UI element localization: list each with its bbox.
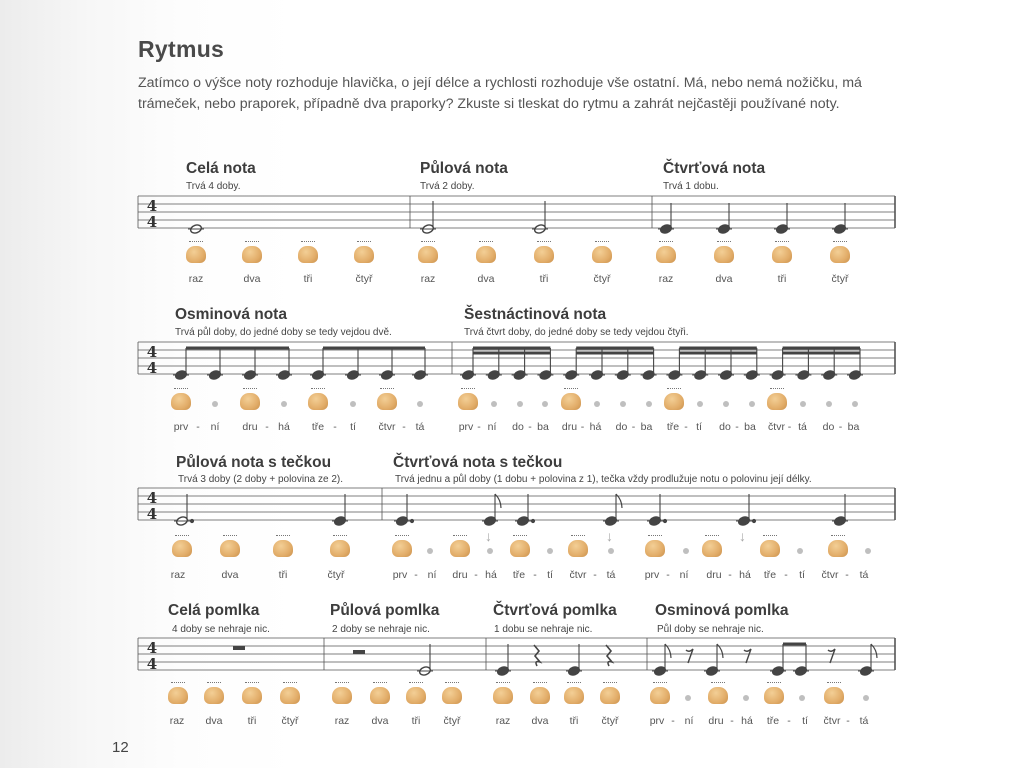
count-syllable: tři xyxy=(303,273,313,285)
hand-icon xyxy=(273,540,293,557)
down-arrow-icon: ↓ xyxy=(739,528,746,544)
hand-icon xyxy=(377,393,397,410)
hand-icon xyxy=(592,246,612,263)
hand-icon xyxy=(645,540,665,557)
hand-icon xyxy=(354,246,374,263)
count-syllable: dva xyxy=(243,273,261,285)
count-syllable: raz xyxy=(420,273,436,285)
count-syllable: - xyxy=(402,421,406,433)
count-syllable: - xyxy=(787,421,792,433)
hand-icon xyxy=(568,540,588,557)
section-desc-dotted-half: Trvá 3 doby (2 doby + polovina ze 2). xyxy=(178,474,343,485)
count-syllable: ba xyxy=(537,421,549,433)
clapping-hands-icon xyxy=(353,246,375,265)
count-syllable: - xyxy=(845,569,849,581)
count-syllable: dru xyxy=(706,569,722,581)
clapping-hands-icon xyxy=(827,540,849,559)
hand-icon xyxy=(714,246,734,263)
hand-icon xyxy=(600,687,620,704)
hand-icon xyxy=(171,393,191,410)
hand-icon xyxy=(650,687,670,704)
half-rest xyxy=(353,650,365,654)
count-syllable: prv xyxy=(392,569,408,581)
rest-beat-dot xyxy=(491,401,497,407)
rest-beat-dot xyxy=(417,401,423,407)
clapping-hands-icon xyxy=(766,393,788,412)
count-syllable: há xyxy=(741,715,753,727)
rest-beat-dot xyxy=(683,548,689,554)
hand-icon xyxy=(664,393,684,410)
clapping-hands-icon xyxy=(297,246,319,265)
clapping-hands-icon xyxy=(307,393,329,412)
hand-icon xyxy=(760,540,780,557)
count-syllable: tí xyxy=(799,569,805,581)
count-syllable: tři xyxy=(278,569,288,581)
clapping-hands-icon xyxy=(185,246,207,265)
count-syllable: há xyxy=(278,421,290,433)
hand-icon xyxy=(242,246,262,263)
clapping-hands-icon xyxy=(644,540,666,559)
count-syllable: čtyř xyxy=(355,273,373,285)
count-syllable: - xyxy=(735,421,739,433)
hand-icon xyxy=(476,246,496,263)
count-syllable: tá xyxy=(798,421,807,433)
count-syllable: tře xyxy=(763,569,777,581)
count-syllable: tá xyxy=(415,421,425,433)
clapping-hands-icon xyxy=(331,687,353,706)
count-syllable: - xyxy=(730,715,734,727)
count-syllable: - xyxy=(533,569,537,581)
count-syllable: - xyxy=(787,715,791,727)
section-desc-sixteenth-note: Trvá čtvrt doby, do jedné doby se tedy vejdou čtyři. xyxy=(464,327,689,338)
clapping-hands-icon xyxy=(272,540,294,559)
section-desc-quarter-note: Trvá 1 dobu. xyxy=(663,181,719,192)
down-arrow-icon: ↓ xyxy=(485,528,492,544)
count-syllable: raz xyxy=(658,273,674,285)
count-syllable: dva xyxy=(715,273,733,285)
rest-beat-dot xyxy=(608,548,614,554)
count-syllable: čtyř xyxy=(281,715,299,727)
hand-icon xyxy=(764,687,784,704)
augmentation-dot xyxy=(531,519,534,522)
hand-icon xyxy=(370,687,390,704)
clapping-hands-icon xyxy=(563,687,585,706)
hand-icon xyxy=(828,540,848,557)
hand-icon xyxy=(332,687,352,704)
augmentation-dot xyxy=(190,519,193,522)
hand-icon xyxy=(240,393,260,410)
quarter-rest xyxy=(534,645,540,666)
count-syllable: tře xyxy=(512,569,526,581)
count-syllable: dru xyxy=(452,569,468,581)
hand-icon xyxy=(406,687,426,704)
count-syllable: dva xyxy=(477,273,495,285)
hand-icon xyxy=(220,540,240,557)
rest-beat-dot xyxy=(594,401,600,407)
count-syllable: do xyxy=(512,421,524,433)
eighth-rest xyxy=(686,649,693,663)
clapping-hands-icon xyxy=(533,246,555,265)
count-syllable: ba xyxy=(640,421,653,433)
section-title-eighth-note: Osminová nota xyxy=(175,306,287,323)
quarter-rest xyxy=(606,645,612,666)
count-syllable: raz xyxy=(188,273,204,285)
section-title-half-note: Půlová nota xyxy=(420,160,508,177)
rest-beat-dot xyxy=(350,401,356,407)
count-syllable: há xyxy=(589,421,602,433)
count-syllable: raz xyxy=(169,715,185,727)
count-syllable: tá xyxy=(606,569,616,581)
count-syllable: tá xyxy=(859,715,869,727)
hand-icon xyxy=(830,246,850,263)
count-syllable: tře xyxy=(666,421,680,433)
time-signature-top: 4 xyxy=(146,639,158,657)
count-syllable: - xyxy=(477,421,481,433)
hand-icon xyxy=(656,246,676,263)
count-syllable: raz xyxy=(495,715,511,727)
rest-beat-dot xyxy=(749,401,755,407)
count-syllable: raz xyxy=(170,569,186,581)
section-title-half-rest: Půlová pomlka xyxy=(330,602,440,619)
section-desc-dotted-quarter: Trvá jednu a půl doby (1 dobu + polovina z 1), tečka vždy prodlužuje notu o polovinu její délky. xyxy=(395,474,812,485)
count-syllable: tí xyxy=(802,715,808,727)
time-signature-top: 4 xyxy=(146,343,158,361)
count-syllable: ní xyxy=(487,421,497,433)
count-syllable: do xyxy=(719,421,731,433)
rest-beat-dot xyxy=(799,695,805,701)
count-syllable: dru xyxy=(561,421,578,433)
clapping-hands-icon xyxy=(376,393,398,412)
rest-beat-dot xyxy=(685,695,691,701)
section-title-quarter-note: Čtvrťová nota xyxy=(663,160,766,177)
clapping-hands-icon xyxy=(171,540,193,559)
clapping-hands-icon xyxy=(405,687,427,706)
clapping-hands-icon xyxy=(449,540,471,559)
hand-icon xyxy=(493,687,513,704)
count-syllable: do xyxy=(822,421,835,433)
count-syllable: - xyxy=(684,421,688,433)
clapping-hands-icon xyxy=(649,687,671,706)
section-title-whole-rest: Celá pomlka xyxy=(168,602,260,619)
count-syllable: dru xyxy=(708,715,724,727)
clapping-hands-icon xyxy=(713,246,735,265)
clapping-hands-icon xyxy=(241,246,263,265)
count-syllable: ní xyxy=(210,421,220,433)
count-syllable: há xyxy=(485,569,497,581)
count-syllable: raz xyxy=(334,715,350,727)
hand-icon xyxy=(418,246,438,263)
hand-icon xyxy=(186,246,206,263)
count-syllable: - xyxy=(333,421,337,433)
hand-icon xyxy=(772,246,792,263)
clapping-hands-icon xyxy=(391,540,413,559)
clapping-hands-icon xyxy=(241,687,263,706)
count-syllable: prv xyxy=(649,715,665,727)
time-signature-top: 4 xyxy=(146,489,158,507)
clapping-hands-icon xyxy=(475,246,497,265)
rest-beat-dot xyxy=(865,548,871,554)
rest-beat-dot xyxy=(487,548,493,554)
clapping-hands-icon xyxy=(279,687,301,706)
count-syllable: ní xyxy=(679,569,689,581)
count-syllable: ba xyxy=(847,421,860,433)
whole-rest xyxy=(233,646,245,650)
hand-icon xyxy=(767,393,787,410)
count-syllable: - xyxy=(846,715,850,727)
rest-beat-dot xyxy=(517,401,523,407)
clapping-hands-icon xyxy=(771,246,793,265)
section-desc-whole-note: Trvá 4 doby. xyxy=(186,181,241,192)
count-syllable: - xyxy=(671,715,675,727)
section-title-quarter-rest: Čtvrťová pomlka xyxy=(493,602,617,619)
count-syllable: dva xyxy=(205,715,223,727)
augmentation-dot xyxy=(410,519,413,522)
count-syllable: há xyxy=(739,569,751,581)
hand-icon xyxy=(204,687,224,704)
count-syllable: čtyř xyxy=(443,715,461,727)
rest-beat-dot xyxy=(212,401,218,407)
rest-beat-dot xyxy=(863,695,869,701)
clapping-hands-icon xyxy=(441,687,463,706)
count-syllable: ní xyxy=(684,715,694,727)
count-syllable: - xyxy=(728,569,732,581)
page-title: Rytmus xyxy=(138,36,225,62)
clapping-hands-icon xyxy=(829,246,851,265)
hand-icon xyxy=(330,540,350,557)
hand-icon xyxy=(298,246,318,263)
count-syllable: ní xyxy=(427,569,437,581)
time-signature-bottom: 4 xyxy=(146,505,158,523)
rest-beat-dot xyxy=(620,401,626,407)
section-title-eighth-rest: Osminová pomlka xyxy=(655,602,789,619)
hand-icon xyxy=(824,687,844,704)
count-syllable: ba xyxy=(744,421,756,433)
count-syllable: tři xyxy=(247,715,257,727)
clapping-hands-icon xyxy=(560,393,582,412)
eighth-rest xyxy=(828,649,835,663)
section-title-sixteenth-note: Šestnáctinová nota xyxy=(464,306,607,323)
hand-icon xyxy=(510,540,530,557)
hand-icon xyxy=(561,393,581,410)
section-desc-whole-rest: 4 doby se nehraje nic. xyxy=(172,624,270,635)
clapping-hands-icon xyxy=(707,687,729,706)
count-syllable: tře xyxy=(311,421,325,433)
hand-icon xyxy=(308,393,328,410)
count-syllable: prv xyxy=(458,421,474,433)
hand-icon xyxy=(702,540,722,557)
clapping-hands-icon xyxy=(239,393,261,412)
section-desc-eighth-rest: Půl doby se nehraje nic. xyxy=(657,624,764,635)
section-title-whole-note: Celá nota xyxy=(186,160,256,177)
count-syllable: čtvr xyxy=(821,569,839,581)
count-syllable: tá xyxy=(859,569,869,581)
rest-beat-dot xyxy=(646,401,652,407)
count-syllable: tí xyxy=(547,569,553,581)
count-syllable: čtyř xyxy=(601,715,619,727)
count-syllable: - xyxy=(474,569,478,581)
count-syllable: čtyř xyxy=(831,273,849,285)
section-desc-quarter-rest: 1 dobu se nehraje nic. xyxy=(494,624,593,635)
count-syllable: čtvr xyxy=(569,569,587,581)
count-syllable: - xyxy=(784,569,788,581)
count-syllable: - xyxy=(196,421,200,433)
section-title-dotted-quarter: Čtvrťová nota s tečkou xyxy=(393,454,563,471)
hand-icon xyxy=(708,687,728,704)
augmentation-dot xyxy=(663,519,666,522)
count-syllable: tři xyxy=(539,273,549,285)
clapping-hands-icon xyxy=(417,246,439,265)
time-signature-bottom: 4 xyxy=(146,359,158,377)
clapping-hands-icon xyxy=(599,687,621,706)
time-signature-bottom: 4 xyxy=(146,655,158,673)
clapping-hands-icon xyxy=(663,393,685,412)
count-syllable: čtyř xyxy=(327,569,345,581)
clapping-hands-icon xyxy=(655,246,677,265)
count-syllable: tři xyxy=(569,715,579,727)
hand-icon xyxy=(280,687,300,704)
clapping-hands-icon xyxy=(567,540,589,559)
count-syllable: dva xyxy=(221,569,239,581)
clapping-hands-icon xyxy=(492,687,514,706)
time-signature-top: 4 xyxy=(146,197,158,215)
hand-icon xyxy=(564,687,584,704)
count-syllable: - xyxy=(265,421,269,433)
down-arrow-icon: ↓ xyxy=(606,528,613,544)
intro-paragraph: Zatímco o výšce noty rozhoduje hlavička, o její délce a rychlosti rozhoduje vše ostatní. Má, nebo nemá nožičku, má trámeček, nebo praporek, případně dva praporky? Zkuste si tleskat do rytmu a zahrát nejčastěji používané noty. xyxy=(138,75,862,112)
augmentation-dot xyxy=(752,519,755,522)
hand-icon xyxy=(530,687,550,704)
time-signature-bottom: 4 xyxy=(146,213,158,231)
hand-icon xyxy=(172,540,192,557)
rest-beat-dot xyxy=(852,401,858,407)
count-syllable: - xyxy=(580,421,585,433)
hand-icon xyxy=(242,687,262,704)
count-syllable: dru xyxy=(242,421,258,433)
clapping-hands-icon xyxy=(701,540,723,559)
count-syllable: prv xyxy=(173,421,189,433)
count-syllable: čtyř xyxy=(593,273,611,285)
clapping-hands-icon xyxy=(763,687,785,706)
rest-beat-dot xyxy=(427,548,433,554)
count-syllable: čtvr xyxy=(768,421,785,433)
rest-beat-dot xyxy=(797,548,803,554)
hand-icon xyxy=(534,246,554,263)
count-syllable: - xyxy=(838,421,843,433)
count-syllable: prv xyxy=(644,569,660,581)
rest-beat-dot xyxy=(723,401,729,407)
count-syllable: dva xyxy=(531,715,549,727)
count-syllable: - xyxy=(631,421,636,433)
section-desc-half-rest: 2 doby se nehraje nic. xyxy=(332,624,430,635)
clapping-hands-icon xyxy=(203,687,225,706)
count-syllable: tře xyxy=(766,715,780,727)
clapping-hands-icon xyxy=(170,393,192,412)
rest-beat-dot xyxy=(547,548,553,554)
clapping-hands-icon xyxy=(759,540,781,559)
count-syllable: tí xyxy=(696,421,702,433)
count-syllable: - xyxy=(593,569,597,581)
count-syllable: - xyxy=(414,569,418,581)
hand-icon xyxy=(168,687,188,704)
clapping-hands-icon xyxy=(509,540,531,559)
count-syllable: tři xyxy=(411,715,421,727)
section-desc-eighth-note: Trvá půl doby, do jedné doby se tedy vejdou dvě. xyxy=(175,327,392,338)
count-syllable: čtvr xyxy=(378,421,396,433)
count-syllable: čtvr xyxy=(823,715,841,727)
rest-beat-dot xyxy=(281,401,287,407)
count-syllable: tři xyxy=(777,273,787,285)
section-desc-half-note: Trvá 2 doby. xyxy=(420,181,475,192)
clapping-hands-icon xyxy=(167,687,189,706)
hand-icon xyxy=(442,687,462,704)
count-syllable: do xyxy=(615,421,628,433)
clapping-hands-icon xyxy=(219,540,241,559)
hand-icon xyxy=(392,540,412,557)
clapping-hands-icon xyxy=(823,687,845,706)
page-number: 12 xyxy=(112,739,129,756)
hand-icon xyxy=(458,393,478,410)
rest-beat-dot xyxy=(743,695,749,701)
clapping-hands-icon xyxy=(457,393,479,412)
count-syllable: tí xyxy=(350,421,356,433)
clapping-hands-icon xyxy=(529,687,551,706)
clapping-hands-icon xyxy=(591,246,613,265)
hand-icon xyxy=(450,540,470,557)
count-syllable: - xyxy=(528,421,532,433)
count-syllable: dva xyxy=(371,715,389,727)
clapping-hands-icon xyxy=(329,540,351,559)
eighth-rest xyxy=(744,649,751,663)
clapping-hands-icon xyxy=(369,687,391,706)
section-title-dotted-half: Půlová nota s tečkou xyxy=(176,454,332,471)
count-syllable: - xyxy=(666,569,670,581)
